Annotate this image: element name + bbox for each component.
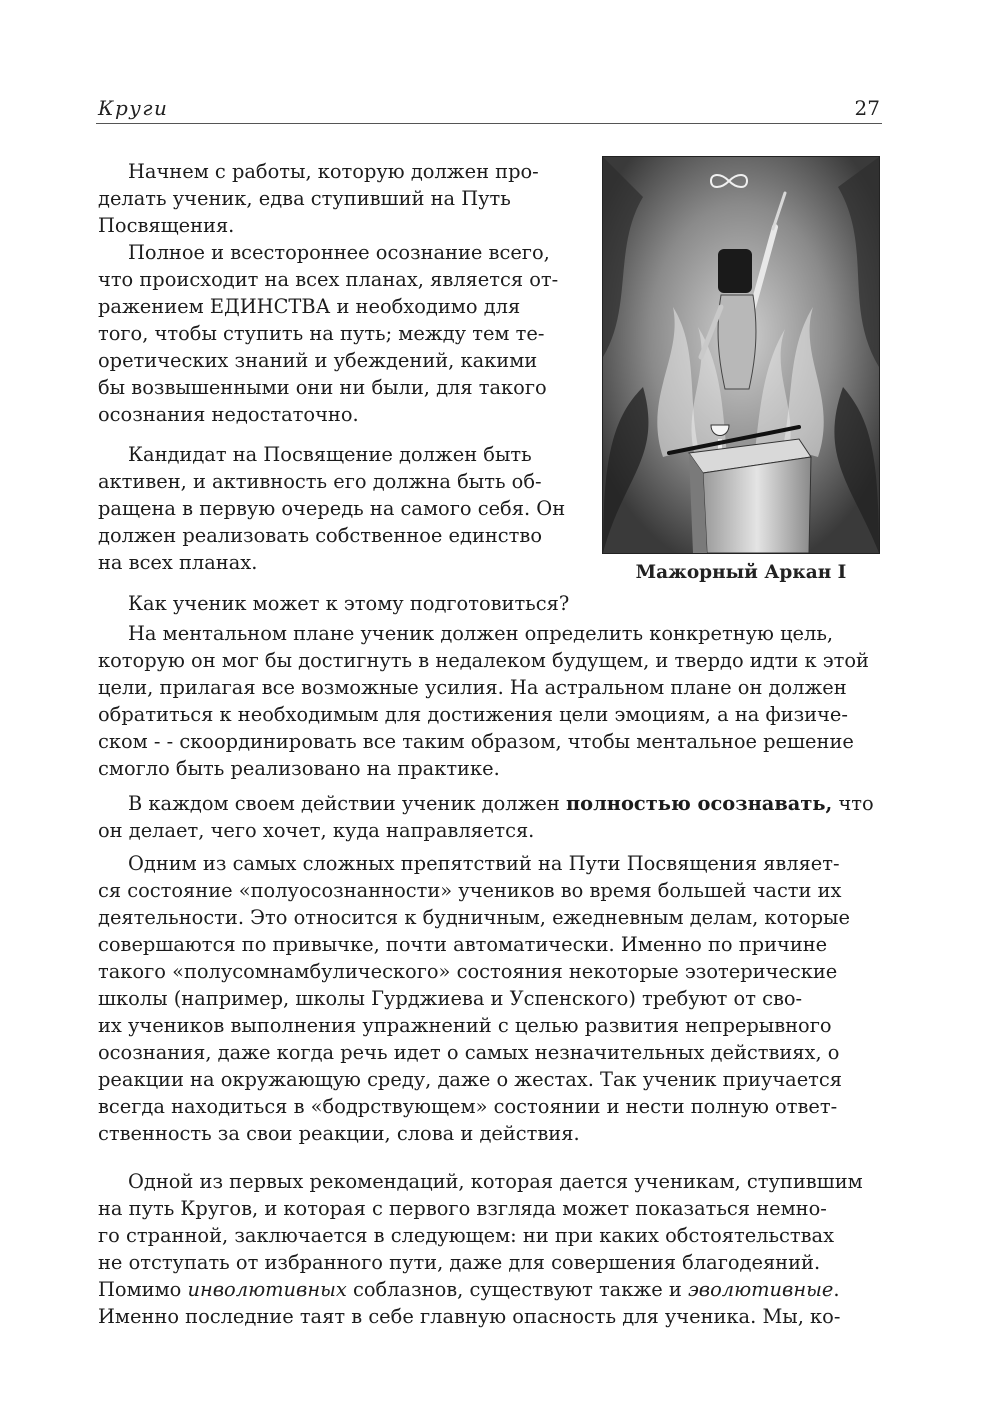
- paragraph-5: [98, 620, 882, 782]
- text-line: такого «полусомнамбулического» состояния некоторые эзотерические: [98, 960, 838, 983]
- text-line: что происходит на всех планах, является от-: [98, 268, 559, 291]
- text-line: делать ученик, едва ступивший на Путь: [98, 187, 511, 210]
- paragraph-2: [98, 239, 572, 428]
- text-line: на путь Кругов, и которая с первого взгляда может показаться немно-: [98, 1197, 827, 1220]
- text-line: осознания, даже когда речь идет о самых незначительных действиях, о: [98, 1041, 840, 1064]
- text-line: должен реализовать собственное единство: [98, 524, 542, 547]
- text-line: осознания недостаточно.: [98, 403, 359, 426]
- text-line: реакции на окружающую среду, даже о жестах. Так ученик приучается: [98, 1068, 842, 1091]
- text-line: го странной, заключается в следующем: ни при каких обстоятельствах: [98, 1224, 835, 1247]
- text-line: которую он мог бы достигнуть в недалеком будущем, и твердо идти к этой: [98, 649, 869, 672]
- running-head: [98, 96, 880, 120]
- emphasis-bold: полностью осознавать,: [565, 792, 833, 815]
- text-line: ражением ЕДИНСТВА и необходимо для: [98, 295, 521, 318]
- text-line: школы (например, школы Гурджиева и Успенского) требуют от сво-: [98, 987, 803, 1010]
- page-number: 27: [854, 96, 880, 120]
- emphasis-italic: эволютивные: [687, 1278, 834, 1301]
- paragraph-4: [98, 590, 598, 617]
- text-line: Одним из самых сложных препятствий на Пути Посвящения являет-: [128, 852, 840, 875]
- text-line: не отступать от избранного пути, даже для совершения благодеяний.: [98, 1251, 821, 1274]
- paragraph-1: [98, 158, 572, 239]
- text-line: смогло быть реализовано на практике.: [98, 757, 500, 780]
- text-line: того, чтобы ступить на путь; между тем те-: [98, 322, 545, 345]
- paragraph-8: [98, 1168, 882, 1330]
- text-line: ращена в первую очередь на самого себя. Он: [98, 497, 566, 520]
- text-line: активен, и активность его должна быть об-: [98, 470, 542, 493]
- text-line: Полное и всестороннее осознание всего,: [128, 241, 550, 264]
- text-line: цели, прилагая все возможные усилия. На астральном плане он должен: [98, 676, 847, 699]
- text-line: бы возвышенными они ни были, для такого: [98, 376, 547, 399]
- major-arcana-illustration: [602, 156, 880, 554]
- text-line: Посвящения.: [98, 214, 235, 237]
- header-rule: [96, 123, 882, 124]
- text-line: ся состояние «полуосознанности» учеников во время большей части их: [98, 879, 842, 902]
- text-line: всегда находиться в «бодрствующем» состоянии и нести полную ответ-: [98, 1095, 838, 1118]
- text-line: оретических знаний и убеждений, какими: [98, 349, 538, 372]
- text-line: их учеников выполнения упражнений с целью развития непрерывного: [98, 1014, 832, 1037]
- text-line: На ментальном плане ученик должен определить конкретную цель,: [128, 622, 834, 645]
- text-line: Именно последние таят в себе главную опасность для ученика. Мы, ко-: [98, 1305, 841, 1328]
- text-line: деятельности. Это относится к будничным, ежедневным делам, которые: [98, 906, 850, 929]
- running-head-title: Круги: [98, 96, 169, 120]
- text-line: В каждом своем действии ученик должен полностью осознавать, что: [128, 792, 874, 815]
- text-line: Как ученик может к этому подготовиться?: [128, 592, 570, 615]
- text-line: он делает, чего хочет, куда направляется.: [98, 819, 535, 842]
- text-line: Кандидат на Посвящение должен быть: [128, 443, 532, 466]
- figure-caption: Мажорный Аркан I: [635, 562, 847, 583]
- arcana-image: [603, 157, 879, 553]
- emphasis-italic: инволютивных: [187, 1278, 347, 1301]
- text-line: на всех планах.: [98, 551, 258, 574]
- text-line: ственность за свои реакции, слова и действия.: [98, 1122, 580, 1145]
- paragraph-7: [98, 850, 882, 1147]
- text-line: Одной из первых рекомендаций, которая дается ученикам, ступившим: [128, 1170, 863, 1193]
- paragraph-3: [98, 441, 572, 576]
- text-line: обратиться к необходимым для достижения цели эмоциям, а на физиче-: [98, 703, 848, 726]
- text-line: ском - - скоординировать все таким образом, чтобы ментальное решение: [98, 730, 854, 753]
- text-line: Помимо инволютивных соблазнов, существуют также и эволютивные.: [98, 1278, 840, 1301]
- text-line: совершаются по привычке, почти автоматически. Именно по причине: [98, 933, 828, 956]
- paragraph-6: [98, 790, 882, 844]
- text-line: Начнем с работы, которую должен про-: [128, 160, 539, 183]
